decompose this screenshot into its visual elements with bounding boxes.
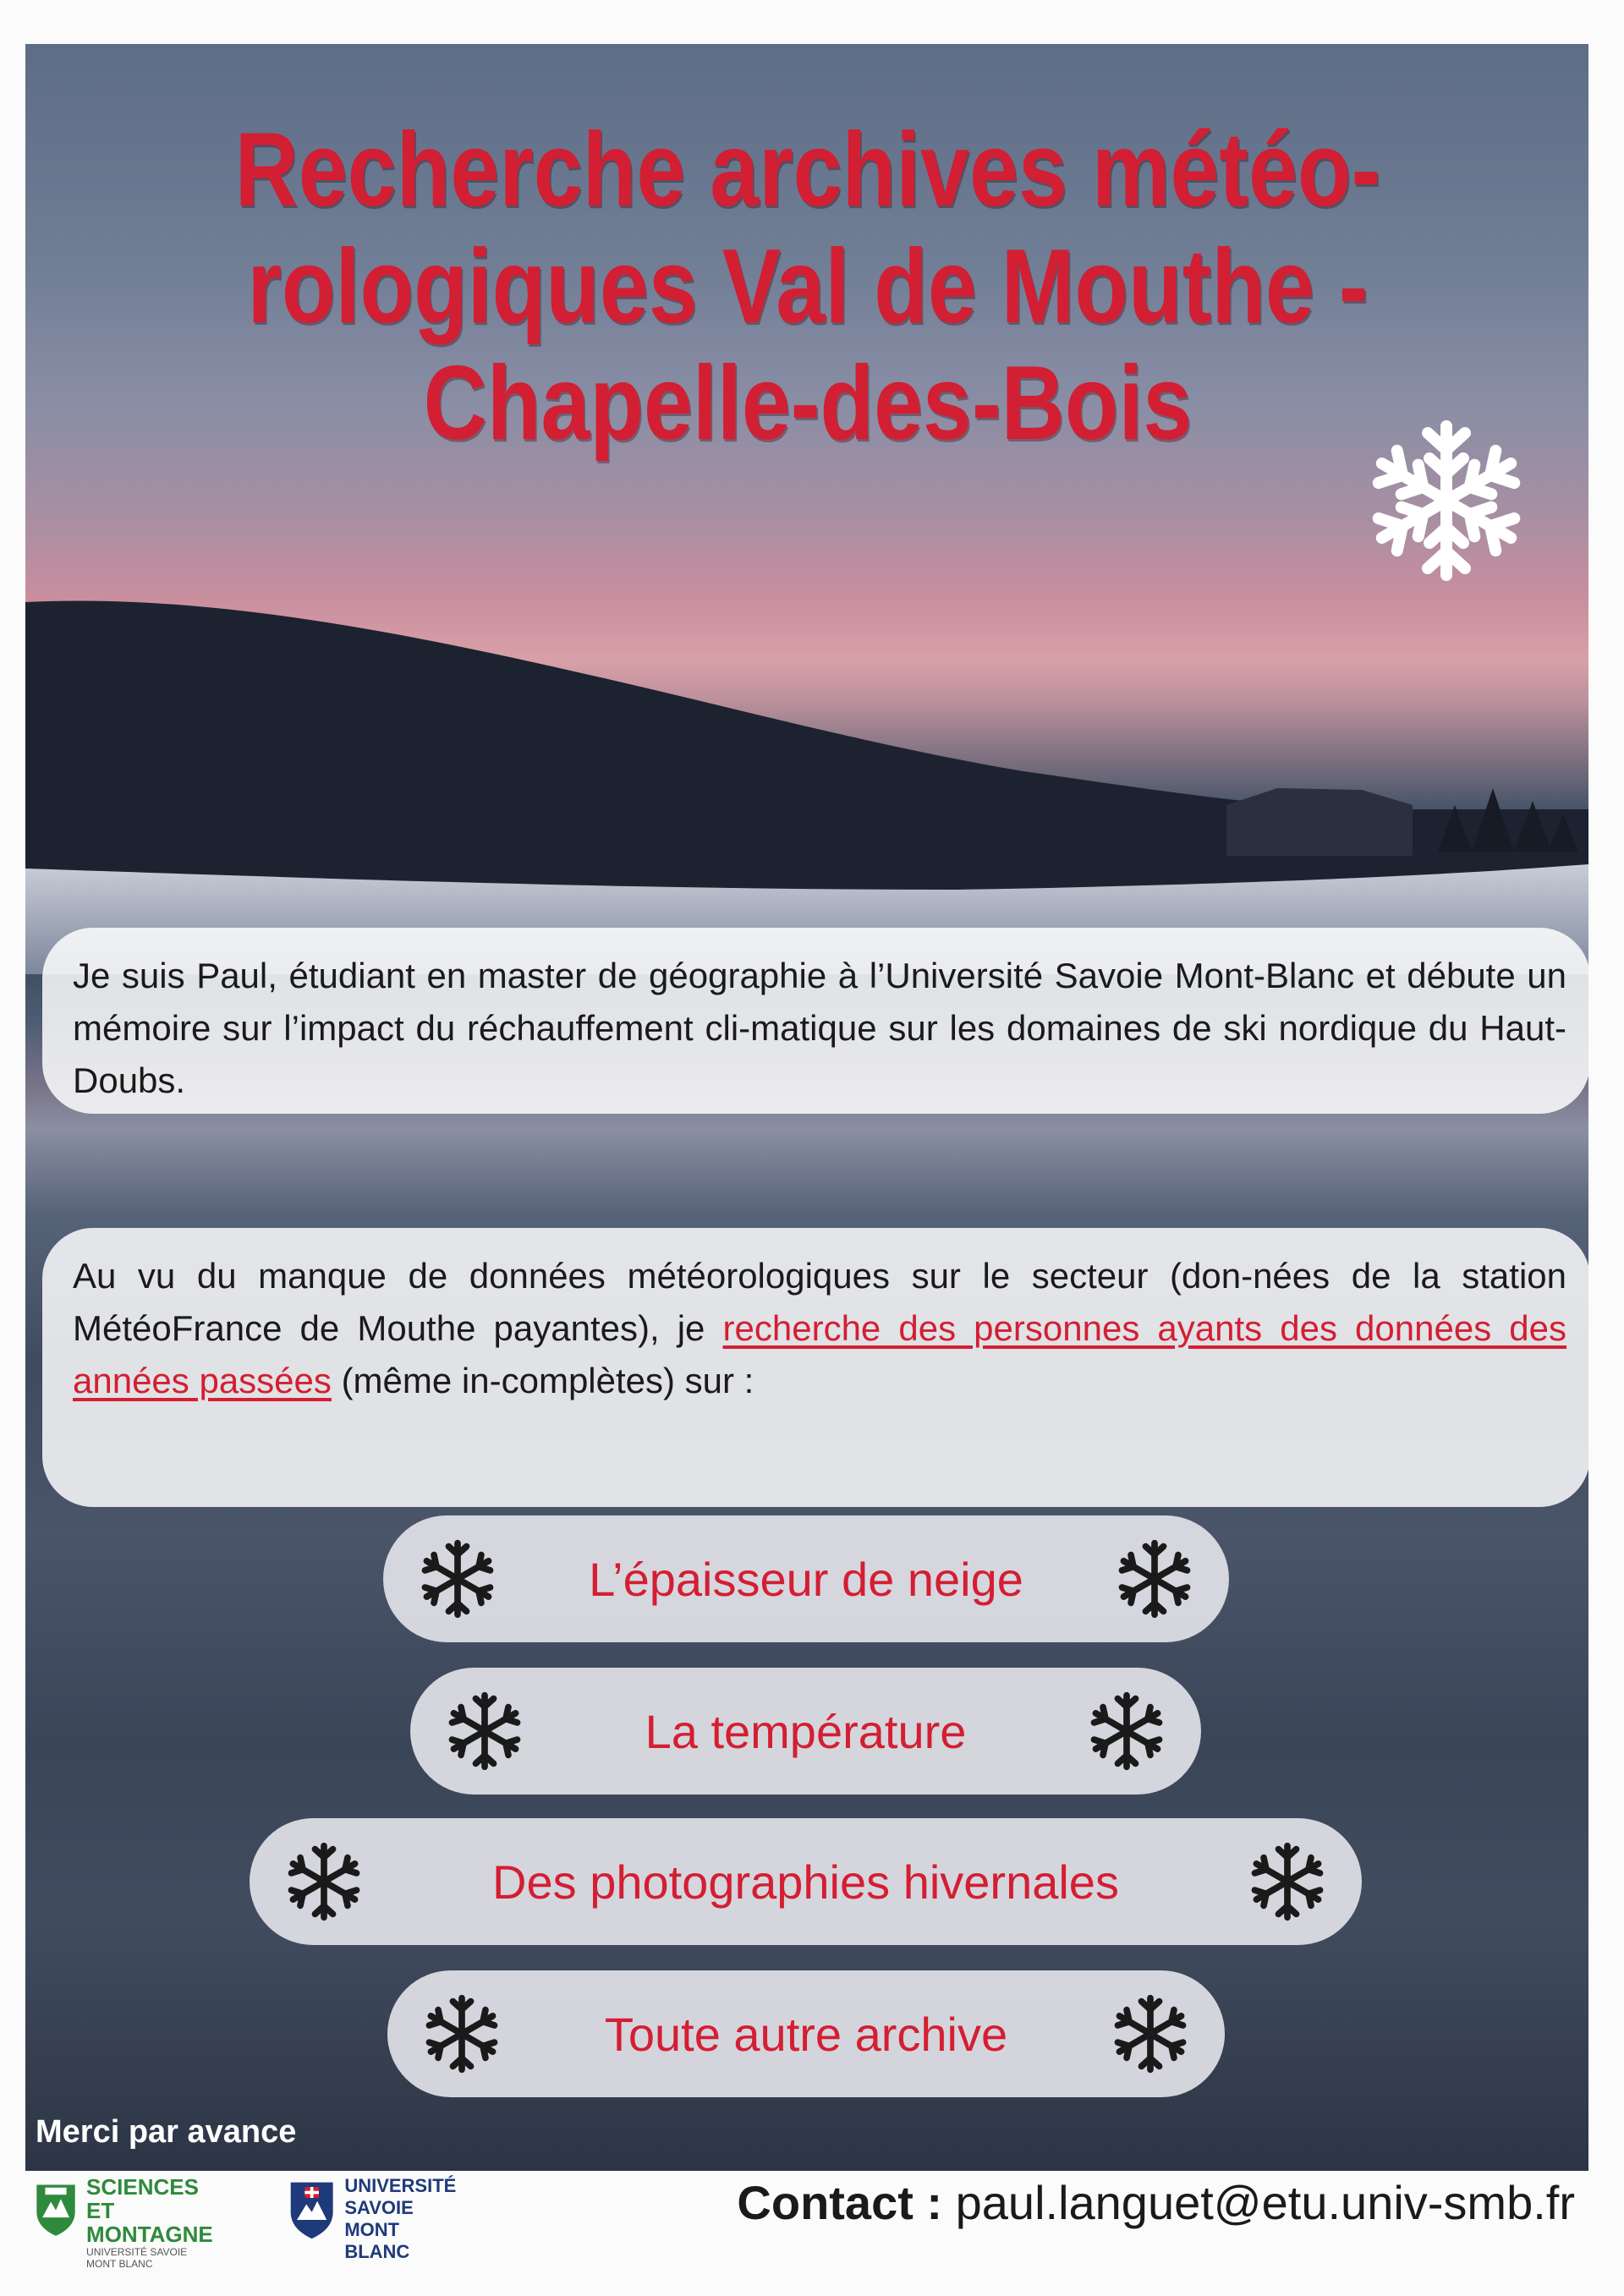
snowflake-icon <box>417 1538 498 1619</box>
contact-email[interactable]: paul.languet@etu.univ-smb.fr <box>955 2176 1575 2229</box>
intro-panel <box>42 928 1588 1114</box>
list-item-label: La température <box>645 1704 967 1758</box>
contact-label: Contact : <box>737 2176 943 2229</box>
snowflake-icon <box>283 1841 365 1922</box>
logo-left-line1: SCIENCES <box>86 2174 199 2200</box>
request-highlight: recherche des personnes ayants des données des années passées <box>73 1308 1566 1400</box>
list-item-label: Toute autre archive <box>604 2007 1008 2061</box>
sciences-montagne-logo <box>34 2175 222 2270</box>
logo-left-line2: ET MONTAGNE <box>86 2198 213 2247</box>
logo-left-sub1: UNIVERSITÉ SAVOIE <box>86 2246 188 2258</box>
snowflake-icon <box>444 1690 525 1772</box>
contact-line <box>737 2175 1575 2230</box>
list-item <box>387 1970 1225 2097</box>
snowflake-icon <box>1110 1993 1191 2074</box>
snowflake-icon <box>421 1993 502 2074</box>
poster-title: Recherche archives météo-rologiques Val de Mouthe - Chapelle-des-Bois <box>234 112 1381 462</box>
poster-background <box>25 44 1588 2171</box>
logo-left-sub2: MONT BLANC <box>86 2258 153 2270</box>
list-item <box>250 1818 1362 1945</box>
snowflake-icon <box>1362 416 1531 585</box>
thanks-text: Merci par avance <box>36 2114 297 2150</box>
intro-text: Je suis Paul, étudiant en master de géographie à l’Université Savoie Mont-Blanc et débute un mémoire sur l’impact du réchauffement cli-matique sur les domaines de ski nordique du Haut-Doubs. <box>73 956 1566 1100</box>
university-shield-icon <box>288 2175 336 2243</box>
list-item-label: Des photographies hivernales <box>492 1855 1119 1909</box>
list-item-label: L’épaisseur de neige <box>589 1552 1023 1606</box>
snowflake-icon <box>1114 1538 1195 1619</box>
usmb-logo <box>288 2175 460 2263</box>
logo-right-line3: MONT BLANC <box>344 2219 410 2262</box>
list-item <box>383 1515 1229 1642</box>
snowflake-icon <box>1086 1690 1167 1772</box>
request-panel <box>42 1228 1588 1507</box>
snowflake-icon <box>1247 1841 1328 1922</box>
logo-right-line2: SAVOIE <box>344 2197 414 2218</box>
logo-right-line1: UNIVERSITÉ <box>344 2175 457 2196</box>
list-item <box>410 1668 1201 1795</box>
request-text-after: (même in-complètes) sur : <box>331 1361 754 1400</box>
request-text-before: Au vu du manque de données météorologiques sur le secteur (don-nées de la station MétéoFrance de Mouthe payantes), je <box>73 1256 1566 1348</box>
mountain-shield-icon <box>34 2175 78 2243</box>
